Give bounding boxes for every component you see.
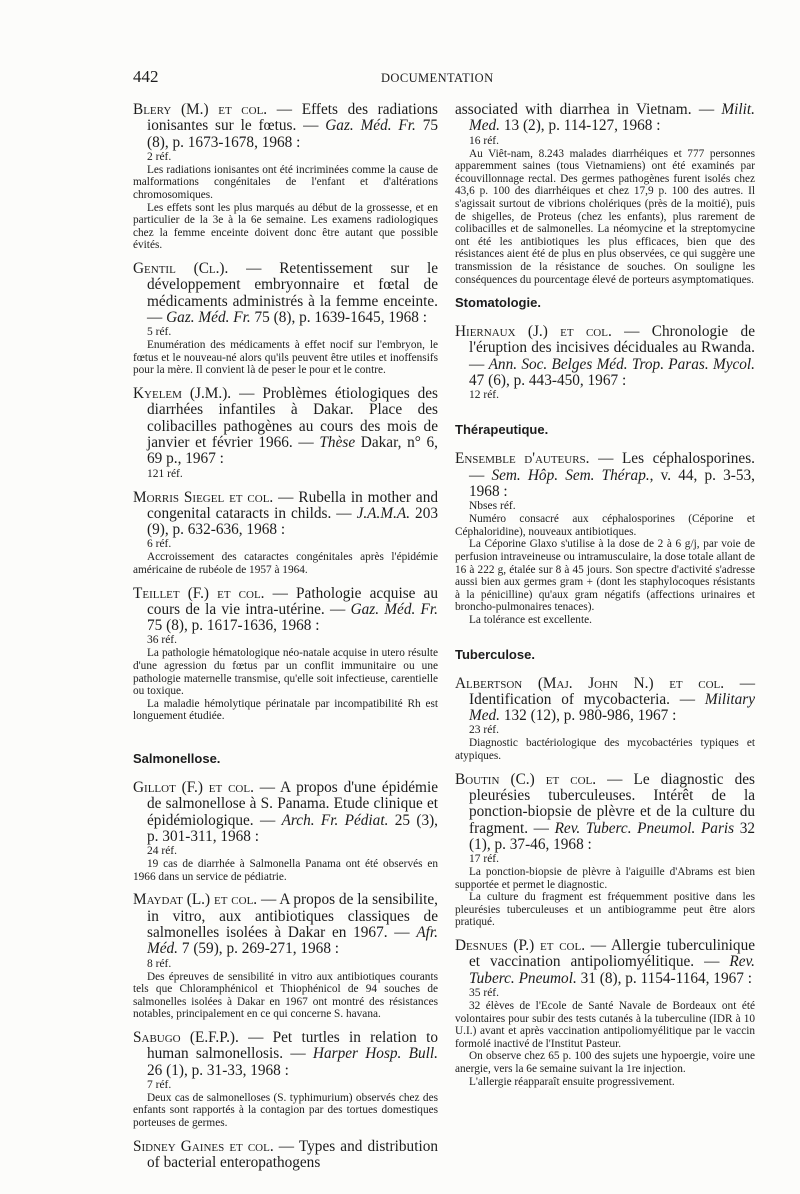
entry-citation — [133, 386, 438, 467]
entry-abstract: La Céporine Glaxo s'utilise à la dose de 2 à 6 g/j, par voie de perfusion intraveineuse ou intramusculaire, la dose totale allant de 16 à 222 g, étalée sur 8 à 45 jours. Son spectre d'activité s'adresse aussi bien aux germes gram + (dont les staphylocoques résistants à la pénicilline) qu'aux gram négatifs (affections urinaires et broncho-pulmonaires tenaces). — [455, 538, 755, 614]
entry-reference: Dakar, n° 6, 69 p., 1967 : — [147, 433, 438, 468]
entry-abstract: Des épreuves de sensibilité in vitro aux antibiotiques courants tels que Chloramphénicol et Thiophénicol de 94 souches de salmonelles isolées à Dakar en 1967 ont montré des résistances notables, principalement en ce qui concerne S. havana. — [133, 970, 438, 1021]
entry-author: Ensemble d'auteurs. — [455, 450, 590, 468]
section-heading: Tuberculose. — [455, 646, 535, 662]
entry-title: — A propos de la sensibilite, in vitro, aux antibiotiques classiques de salmonelles isolées à Dakar en 1967. — — [147, 891, 439, 941]
entry-reference: , v. 44, p. 3-53, 1968 : — [469, 466, 755, 500]
entry-author: Boutin (C.) et col. — [455, 770, 597, 788]
entry-author: Sidney Gaines et col. — [133, 1137, 274, 1155]
entry-abstract: Deux cas de salmonelloses (S. typhimurium) observés chez des enfants sont rapportés à la contagion par des tortues domestiques porteuses de germes. — [133, 1091, 438, 1130]
entry-author: Albertson (Maj. John N.) et col. — [455, 674, 725, 692]
running-head: DOCUMENTATION — [381, 71, 494, 85]
entry-abstract: 32 élèves de l'Ecole de Santé Navale de Bordeaux ont été volontaires pour subir des tests cutanés à la tuberculine (IDR à 10 U.I.) avant et après vaccination antipoliomyélitique par le vaccin formolé inactivé de l'Institut Pasteur. — [455, 999, 755, 1050]
entry-title: — Problèmes étiologiques des diarrhées infantiles à Dakar. Place des colibacilles pathogènes au cours des mois de janvier et février 1966. — — [147, 385, 438, 451]
entry-ref-count: 23 réf. — [469, 724, 500, 737]
entry-ref-count: 35 réf. — [469, 986, 500, 999]
section-heading: Stomatologie. — [455, 295, 541, 311]
bibliography-entry — [133, 780, 438, 883]
entry-reference: 132 (12), p. 980-986, 1967 : — [500, 707, 677, 725]
entry-journal: Military Med. — [469, 690, 755, 725]
right-column — [455, 102, 755, 1097]
bibliography-entry — [133, 386, 438, 480]
bibliography-entry — [133, 1030, 438, 1130]
entry-journal: Gaz. Méd. Fr. — [350, 600, 438, 618]
entry-journal: Rev. Tuberc. Pneumol. Paris — [554, 819, 735, 837]
entry-citation — [133, 490, 438, 539]
entry-author: Gentil (Cl.). — [133, 260, 229, 278]
entry-abstract: Diagnostic bactériologique des mycobactéries typiques et atypiques. — [455, 737, 755, 763]
entry-author: Hiernaux (J.) et col. — [455, 323, 612, 341]
entry-reference: 203 (9), p. 632-636, 1968 : — [147, 504, 438, 539]
entry-citation — [455, 102, 755, 135]
entry-abstract: Accroissement des cataractes congénitales après l'épidémie américaine de rubéole de 1957 à 1964. — [133, 551, 438, 576]
entry-title: — Allergie tuberculinique et vaccination antipoliomyélitique. — — [469, 937, 756, 971]
bibliography-entry — [133, 102, 438, 252]
entry-ref-count: 24 réf. — [147, 845, 178, 858]
entry-ref-count: 17 réf. — [469, 853, 500, 866]
entry-abstract: La culture du fragment est fréquemment positive dans les pleurésies tuberculeuses et un antibiogramme peut être alors pratiqué. — [455, 891, 755, 929]
entry-citation — [455, 324, 755, 389]
entry-reference: 75 (8), p. 1617-1636, 1968 : — [147, 617, 320, 635]
entry-journal: Gaz. Méd. Fr. — [166, 308, 251, 326]
entry-reference: 75 (8), p. 1673-1678, 1968 : — [147, 117, 438, 151]
left-column — [133, 102, 438, 1180]
entry-title: — Le diagnostic des pleurésies tuberculeuses. Intérêt de la ponction-biopsie de plèvre et de la culture du fragment. — — [469, 770, 756, 837]
entry-title: — Pathologie acquise au cours de la vie intra-utérine. — — [147, 584, 438, 618]
bibliography-entry — [133, 1139, 438, 1172]
entry-ref-count: 7 réf. — [147, 1078, 172, 1091]
entry-author: Desnues (P.) et col. — [455, 937, 586, 955]
entry-citation — [133, 261, 438, 326]
entry-journal: Sem. Hôp. Sem. Thérap. — [491, 466, 650, 484]
entry-citation — [455, 451, 755, 500]
entry-journal: J.A.M.A. — [356, 504, 411, 522]
entry-abstract: L'allergie réapparaît ensuite progressivement. — [469, 1075, 675, 1088]
bibliography-entry — [455, 772, 755, 929]
entry-abstract: Enumération des médicaments à effet nocif sur l'embryon, le fœtus et le nouveau-né alors qu'ils peuvent être utiles et inoffensifs pour la mère. Il convient là de peser le pour et le contre. — [133, 339, 438, 377]
bibliography-entry — [455, 102, 755, 286]
entry-reference: 13 (2), p. 114-127, 1968 : — [500, 117, 661, 135]
bibliography-entry — [133, 892, 438, 1021]
entry-abstract: Les radiations ionisantes ont été incriminées comme la cause de malformations congénitales de l'enfant et d'altérations chromosomiques. — [133, 163, 438, 202]
entry-title: — Pet turtles in relation to human salmonellosis. — — [147, 1028, 438, 1063]
bibliography-entry — [455, 676, 755, 763]
entry-author: Gillot (F.) et col. — [133, 779, 254, 797]
page-number: 442 — [133, 67, 159, 86]
entry-title: — Retentissement sur le développement embryonnaire et fœtal de médicaments administrés à la femme enceinte. — — [147, 260, 438, 326]
entry-title: — Effets des radiations ionisantes sur le fœtus. — — [147, 101, 438, 135]
entry-author: Morris Siegel et col. — [133, 488, 274, 506]
entry-ref-count: 5 réf. — [147, 326, 172, 339]
entry-abstract: La ponction-biopsie de plèvre à l'aiguille d'Abrams est bien supportée et permet le diagnostic. — [455, 866, 755, 891]
entry-journal: Gaz. Méd. Fr. — [325, 117, 416, 135]
entry-author: Kyelem (J.M.). — [133, 385, 232, 403]
bibliography-entry — [133, 490, 438, 577]
entry-reference: 26 (1), p. 31-33, 1968 : — [147, 1061, 289, 1079]
entry-citation — [133, 1139, 438, 1172]
entry-citation — [455, 676, 755, 725]
bibliography-entry — [455, 451, 755, 626]
entry-citation — [455, 772, 755, 853]
entry-reference: 31 (8), p. 1154-1164, 1967 : — [576, 969, 752, 987]
entry-abstract: Au Viêt-nam, 8.243 malades diarrhéiques et 777 personnes apparemment saines (tous Vietnamiens) ont été examinés par écouvillonnage rectal. Des germes pathogènes furent isolés chez 43,6 p. 100 des diarrhéiques et chez 17,9 p. 100 des autres. Il s'agissait surtout de vibrions cholériques (près de la moitié), puis de shigelles, de Proteus (chez les enfants), plus rarement de colibacilles et de salmonelles. La néomycine et la streptomycine ont été les antibiotiques les plus efficaces, bien que des résistances aient été de plus en plus observées, ce qui suggère une transmission de la résistance de souches. On souligne les conséquences du pourcentage élevé de porteurs asymptomatiques. — [455, 147, 755, 286]
entry-citation — [455, 938, 755, 987]
entry-abstract: 19 cas de diarrhée à Salmonella Panama ont été observés en 1966 dans un service de pédiatrie. — [133, 858, 438, 883]
entry-author: Sabugo (E.F.P.). — [133, 1028, 239, 1046]
entry-abstract: La maladie hémolytique périnatale par incompatibilité Rh est longuement étudiée. — [133, 697, 438, 723]
entry-citation — [133, 102, 438, 151]
entry-title: — Identification of mycobacteria. — — [469, 674, 755, 708]
entry-reference: 75 (8), p. 1639-1645, 1968 : — [250, 308, 428, 326]
entry-journal: Milit. Med. — [469, 101, 755, 135]
entry-reference: 47 (6), p. 443-450, 1967 : — [469, 372, 627, 390]
entry-journal: Thèse — [319, 433, 356, 451]
section-heading: Salmonellose. — [133, 751, 221, 767]
entry-reference: 32 (1), p. 37-46, 1968 : — [469, 819, 756, 853]
entry-title: — Chronologie de l'éruption des incisives déciduales au Rwanda. — — [469, 323, 755, 373]
section-heading: Thérapeutique. — [455, 422, 549, 438]
entry-ref-count: 8 réf. — [147, 957, 172, 970]
entry-ref-count: Nbses réf. — [469, 500, 516, 513]
entry-abstract: La tolérance est excellente. — [469, 613, 592, 626]
entry-title: — Rubella in mother and congenital cataracts in childs. — — [147, 488, 438, 522]
entry-ref-count: 6 réf. — [147, 538, 172, 551]
entry-journal: Arch. Fr. Pédiat. — [281, 811, 389, 829]
entry-ref-count: 2 réf. — [147, 150, 172, 163]
entry-author: Teillet (F.) et col. — [133, 584, 265, 602]
entry-ref-count: 121 réf. — [147, 467, 183, 480]
entry-abstract: Numéro consacré aux céphalosporines (Céporine et Céphaloridine), nouveaux antibiotiques. — [455, 513, 755, 538]
entry-reference: 7 (59), p. 269-271, 1968 : — [178, 940, 340, 958]
entry-title: associated with diarrhea in Vietnam. — — [455, 101, 722, 118]
entry-title: — Types and distribution of bacterial enteropathogens — [147, 1137, 438, 1171]
bibliography-entry — [455, 324, 755, 402]
entry-journal: Harper Hosp. Bull. — [312, 1045, 438, 1063]
entry-journal: Ann. Soc. Belges Méd. Trop. Paras. Mycol. — [488, 355, 755, 373]
bibliography-entry — [133, 586, 438, 723]
bibliography-entry — [133, 261, 438, 377]
entry-journal: Rev. Tuberc. Pneumol. — [469, 953, 755, 987]
entry-author: Maydat (L.) et col. — [133, 891, 258, 909]
entry-ref-count: 36 réf. — [147, 634, 178, 647]
entry-citation — [133, 586, 438, 635]
entry-abstract: Les effets sont les plus marqués au début de la grossesse, et en particulier de la 3e à la 6e semaine. Les examens radiologiques chez la femme enceinte doivent donc être autant que possible évités. — [133, 201, 438, 252]
entry-citation — [133, 780, 438, 845]
entry-title: — Les céphalosporines. — — [469, 450, 755, 484]
entry-citation — [133, 1030, 438, 1079]
entry-ref-count: 16 réf. — [469, 134, 500, 147]
entry-citation — [133, 892, 438, 957]
entry-abstract: La pathologie hématologique néo-natale acquise in utero résulte d'une agression du fœtus par un conflit immunitaire ou une pathologie maternelle transmise, qu'elle soit infectieuse, carentielle ou toxique. — [133, 647, 438, 698]
entry-abstract: On observe chez 65 p. 100 des sujets une hypoergie, voire une anergie, vers la 6e semaine suivant la 1re injection. — [455, 1050, 755, 1075]
entry-author: Blery (M.) et col. — [133, 101, 268, 118]
entry-reference: 25 (3), p. 301-311, 1968 : — [147, 811, 439, 845]
entry-ref-count: 12 réf. — [469, 389, 500, 402]
entry-title: — A propos d'une épidémie de salmonellose à S. Panama. Etude clinique et épidémiologique. — — [147, 779, 438, 829]
bibliography-entry — [455, 938, 755, 1088]
entry-journal: Afr. Méd. — [147, 924, 438, 958]
